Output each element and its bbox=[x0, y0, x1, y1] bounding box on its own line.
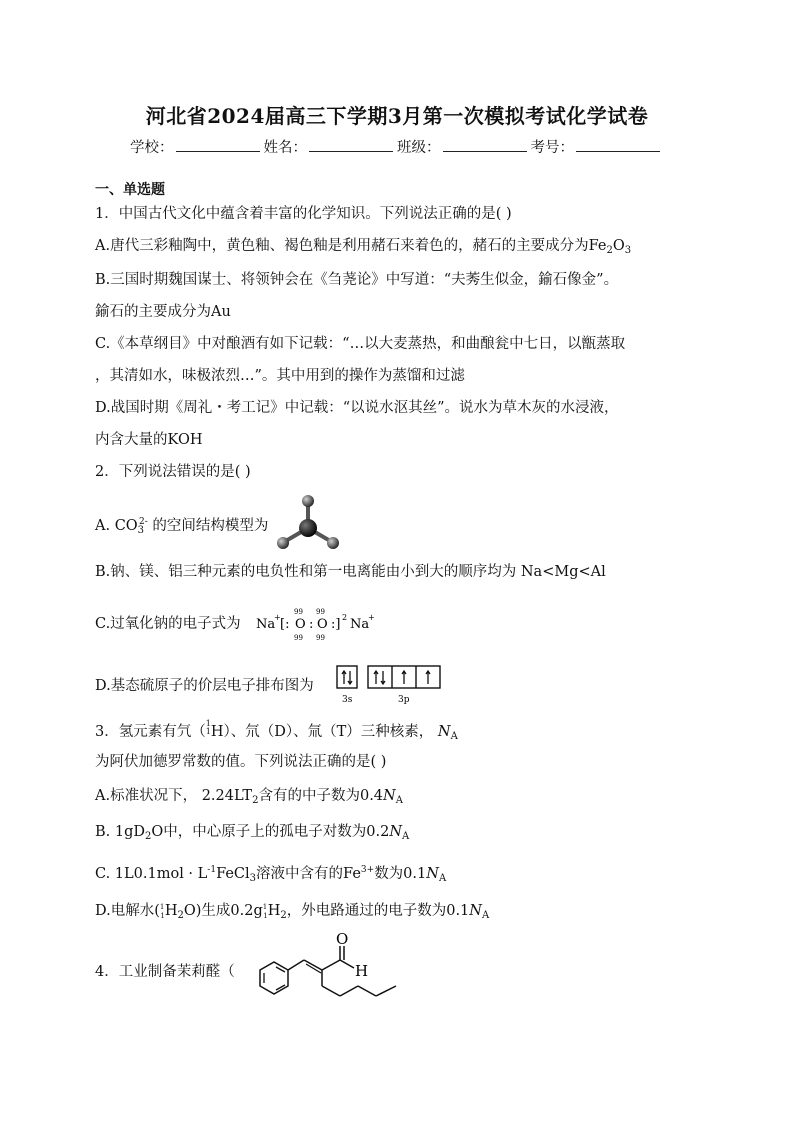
q3-d-tail2: ，外电路通过的电子数为0.1 bbox=[286, 903, 470, 919]
student-info-row bbox=[0, 136, 794, 157]
svg-text:2: 2 bbox=[342, 613, 348, 622]
na-symbol: N bbox=[383, 788, 396, 804]
svg-text:+: + bbox=[368, 613, 375, 622]
number-blank[interactable] bbox=[576, 138, 660, 152]
q2-option-b: B.钠、镁、铝三种元素的电负性和第一电离能由小到大的顺序均为 Na<Mg<Al bbox=[95, 564, 606, 580]
q3-b-text: B. 1gD bbox=[95, 824, 146, 840]
svg-text::]: :] bbox=[331, 617, 341, 632]
q3-stem-line2: 为阿伏加德罗常数的值。下列说法正确的是( ) bbox=[95, 754, 387, 770]
q1-option-d-line2: 内含大量的KOH bbox=[95, 432, 203, 448]
orbital-3p-label: 3p bbox=[398, 695, 410, 705]
page-title: 河北省2024届高三下学期3月第一次模拟考试化学试卷 bbox=[145, 104, 649, 128]
q3-option-b: B. $1gD_2O$中，中心原子上的孤电子对数为$0.2N_A$ bbox=[95, 824, 410, 842]
q3-stem-a: 3．氢元素有氕（ bbox=[95, 724, 206, 740]
svg-text:+: + bbox=[274, 613, 281, 622]
number-label: 考号： bbox=[530, 140, 574, 156]
na-symbol: N bbox=[469, 903, 482, 919]
q3-a-tail: 含有的中子数为0.4 bbox=[258, 788, 384, 804]
q2-a-formula: A. CO bbox=[95, 518, 138, 534]
q3-c-tail3: 数为0.1 bbox=[374, 866, 427, 882]
sodium-peroxide-electron-formula bbox=[256, 604, 376, 644]
q3-c-tail2: 溶液中含有的 bbox=[256, 866, 344, 882]
na-symbol: N bbox=[426, 866, 439, 882]
svg-text:O: O bbox=[336, 930, 349, 948]
school-blank[interactable] bbox=[176, 138, 260, 152]
svg-text:99: 99 bbox=[294, 608, 303, 616]
section-heading: 一、单选题 bbox=[95, 182, 165, 198]
sulfur-orbital-diagram bbox=[336, 664, 446, 708]
q3-a-text: A.标准状况下， 2.24LT bbox=[95, 788, 253, 804]
q3-b-tail: O中，中心原子上的孤电子对数为0.2 bbox=[151, 824, 390, 840]
na-symbol-sub: A bbox=[402, 831, 410, 842]
q1-option-c-line1: C.《本草纲目》中对酿酒有如下记载：“…以大麦蒸热，和曲酿瓮中七日，以甑蒸取 bbox=[95, 336, 626, 352]
na-symbol-sub: A bbox=[438, 873, 447, 884]
q3-c-tail: FeCl bbox=[216, 866, 250, 882]
svg-text:Na: Na bbox=[256, 617, 276, 632]
svg-text:99: 99 bbox=[294, 634, 303, 642]
na-symbol-sub: A bbox=[450, 731, 458, 742]
q2-a-text: 的空间结构模型为 bbox=[147, 518, 269, 534]
q2-option-d bbox=[95, 676, 314, 696]
svg-text:[:: [: bbox=[280, 617, 290, 632]
q1-option-c-line2: ，其清如水，味极浓烈…”。其中用到的操作为蒸馏和过滤 bbox=[95, 368, 465, 384]
school-label: 学校： bbox=[130, 140, 174, 156]
svg-text:O: O bbox=[295, 617, 306, 632]
q1-option-a bbox=[95, 236, 631, 261]
svg-text:99: 99 bbox=[316, 634, 325, 642]
q3-option-d: D.电解水$(^1_1H_2O)$生成$0.2g^1_1H_2$，外电路通过的电子数为$0.1N_A$ bbox=[95, 903, 490, 921]
q2-option-a: A. $CO_3^{2-}$ 的空间结构模型为 bbox=[95, 517, 269, 536]
orbital-3s-label: 3s bbox=[342, 695, 353, 705]
svg-text:H: H bbox=[355, 962, 369, 980]
jasminaldehyde-structure bbox=[240, 928, 410, 1012]
name-blank[interactable] bbox=[309, 138, 393, 152]
q1-a-formula: $Fe_2O_3$ bbox=[588, 238, 632, 256]
trigonal-planar-model-image bbox=[272, 492, 344, 554]
q1-option-d-line1: D.战国时期《周礼・考工记》中记载：“以说水沤其丝”。说水为草木灰的水浸液， bbox=[95, 400, 619, 416]
q2-d-text: D.基态硫原子的价层电子排布图为 bbox=[95, 678, 314, 694]
q1-stem: 1．中国古代文化中蕴含着丰富的化学知识。下列说法正确的是( ) bbox=[95, 206, 512, 222]
svg-text:99: 99 bbox=[316, 608, 325, 616]
q3-stem-b: H）、氘（D）、氚（T）三种核素， bbox=[210, 724, 434, 740]
q2-c-text: C.过氧化钠的电子式为 bbox=[95, 616, 241, 632]
class-label: 班级： bbox=[397, 140, 441, 156]
name-label: 姓名： bbox=[263, 140, 307, 156]
svg-text::: : bbox=[309, 617, 314, 632]
svg-text:Na: Na bbox=[350, 617, 370, 632]
na-symbol: N bbox=[437, 724, 451, 740]
q1-option-b-line1: B.三国时期魏国谋士、将领钟会在《刍荛论》中写道：“夫莠生似金，鍮石像金”。 bbox=[95, 272, 619, 288]
q3-option-c: C. $1L0.1mol \cdot L^{-1}FeCl_3$溶液中含有的$Fe^{3+}$数为$0.1N_A$ bbox=[95, 865, 447, 884]
q4-stem: 4．工业制备茉莉醛（ bbox=[95, 964, 235, 980]
q1-a-text: A.唐代三彩釉陶中，黄色釉、褐色釉是利用赭石来着色的，赭石的主要成分为 bbox=[95, 238, 589, 254]
na-symbol: N bbox=[389, 824, 403, 840]
svg-text:O: O bbox=[317, 617, 328, 632]
q3-stem-line1: 3．氢元素有氕（ 1 1 H）、氘（D）、氚（T）三种核素， $N_A$ bbox=[95, 719, 458, 742]
q2-option-c bbox=[95, 614, 241, 634]
na-symbol-sub: A bbox=[395, 795, 403, 806]
q2-stem: 2．下列说法错误的是( ) bbox=[95, 464, 251, 480]
q3-d-text: D.电解水 bbox=[95, 903, 155, 919]
q3-c-text: C. 1L0.1mol · L bbox=[95, 866, 208, 882]
na-symbol-sub: A bbox=[481, 910, 490, 921]
q1-option-b-line2: 鍮石的主要成分为Au bbox=[95, 304, 231, 320]
q3-d-tail: 生成0.2g bbox=[201, 903, 263, 919]
q3-option-a: A.标准状况下， $2.24LT_2$含有的中子数为$0.4N_A$ bbox=[95, 788, 403, 806]
class-blank[interactable] bbox=[443, 138, 527, 152]
